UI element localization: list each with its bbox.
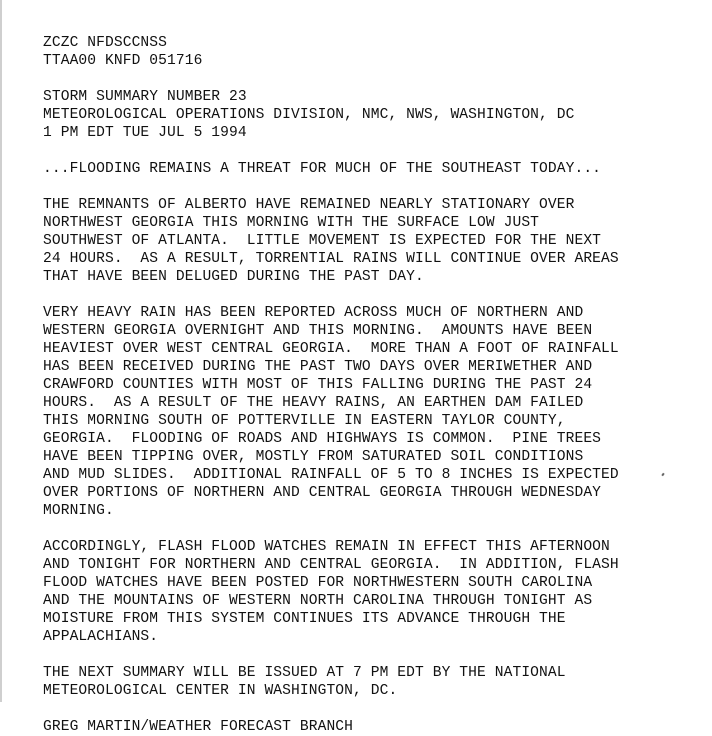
paragraph-line: SOUTHWEST OF ATLANTA. LITTLE MOVEMENT IS EXPECTED FOR THE NEXT bbox=[43, 233, 602, 249]
paragraph-line: AND MUD SLIDES. ADDITIONAL RAINFALL OF 5 TO 8 INCHES IS EXPECTED bbox=[43, 467, 619, 483]
paragraph-line: ACCORDINGLY, FLASH FLOOD WATCHES REMAIN IN EFFECT THIS AFTERNOON bbox=[43, 539, 610, 555]
paragraph-line: HAVE BEEN TIPPING OVER, MOSTLY FROM SATURATED SOIL CONDITIONS bbox=[43, 449, 584, 465]
paragraph-line: THE REMNANTS OF ALBERTO HAVE REMAINED NEARLY STATIONARY OVER bbox=[43, 197, 575, 213]
paragraph-2 bbox=[43, 304, 703, 520]
blank-line bbox=[43, 520, 703, 538]
paragraph-line: CRAWFORD COUNTIES WITH MOST OF THIS FALLING DURING THE PAST 24 bbox=[43, 377, 593, 393]
paragraph-line: THAT HAVE BEEN DELUGED DURING THE PAST DAY. bbox=[43, 269, 424, 285]
paragraph-line: OVER PORTIONS OF NORTHERN AND CENTRAL GEORGIA THROUGH WEDNESDAY bbox=[43, 485, 602, 501]
title-line: METEOROLOGICAL OPERATIONS DIVISION, NMC, NWS, WASHINGTON, DC bbox=[43, 107, 575, 123]
paragraph-line: FLOOD WATCHES HAVE BEEN POSTED FOR NORTHWESTERN SOUTH CAROLINA bbox=[43, 575, 593, 591]
header-line: ZCZC NFDSCCNSS bbox=[43, 35, 168, 51]
blank-line bbox=[43, 286, 703, 304]
paragraph-line: THIS MORNING SOUTH OF POTTERVILLE IN EASTERN TAYLOR COUNTY, bbox=[43, 413, 566, 429]
paragraph-line: AND THE MOUNTAINS OF WESTERN NORTH CAROLINA THROUGH TONIGHT AS bbox=[43, 593, 593, 609]
title-block bbox=[43, 88, 703, 142]
header-block bbox=[43, 34, 703, 70]
paragraph-line: GEORGIA. FLOODING OF ROADS AND HIGHWAYS IS COMMON. PINE TREES bbox=[43, 431, 602, 447]
paragraph-1 bbox=[43, 196, 703, 286]
paragraph-4 bbox=[43, 664, 703, 700]
blank-line bbox=[43, 646, 703, 664]
paragraph-line: AND TONIGHT FOR NORTHERN AND CENTRAL GEORGIA. IN ADDITION, FLASH bbox=[43, 557, 619, 573]
title-line: STORM SUMMARY NUMBER 23 bbox=[43, 89, 247, 105]
header-line: TTAA00 KNFD 051716 bbox=[43, 53, 203, 69]
headline: ...FLOODING REMAINS A THREAT FOR MUCH OF THE SOUTHEAST TODAY... bbox=[43, 161, 602, 177]
paragraph-line: MOISTURE FROM THIS SYSTEM CONTINUES ITS ADVANCE THROUGH THE bbox=[43, 611, 566, 627]
blank-line bbox=[43, 70, 703, 88]
paragraph-line: HOURS. AS A RESULT OF THE HEAVY RAINS, AN EARTHEN DAM FAILED bbox=[43, 395, 584, 411]
paragraph-line: HEAVIEST OVER WEST CENTRAL GEORGIA. MORE THAN A FOOT OF RAINFALL bbox=[43, 341, 619, 357]
paragraph-line: VERY HEAVY RAIN HAS BEEN REPORTED ACROSS MUCH OF NORTHERN AND bbox=[43, 305, 584, 321]
paragraph-line: THE NEXT SUMMARY WILL BE ISSUED AT 7 PM EDT BY THE NATIONAL bbox=[43, 665, 566, 681]
paragraph-line: MORNING. bbox=[43, 503, 114, 519]
paragraph-line: NORTHWEST GEORGIA THIS MORNING WITH THE SURFACE LOW JUST bbox=[43, 215, 540, 231]
paragraph-line: METEOROLOGICAL CENTER IN WASHINGTON, DC. bbox=[43, 683, 398, 699]
signature: GREG MARTIN/WEATHER FORECAST BRANCH bbox=[43, 719, 354, 735]
signature-block bbox=[43, 718, 703, 736]
blank-line bbox=[43, 700, 703, 718]
paragraph-line: APPALACHIANS. bbox=[43, 629, 159, 645]
blank-line bbox=[43, 142, 703, 160]
headline-block bbox=[43, 160, 703, 178]
page-edge-rule bbox=[0, 0, 2, 702]
paragraph-line: HAS BEEN RECEIVED DURING THE PAST TWO DAYS OVER MERIWETHER AND bbox=[43, 359, 593, 375]
storm-summary-document bbox=[43, 34, 703, 736]
paragraph-3 bbox=[43, 538, 703, 646]
blank-line bbox=[43, 178, 703, 196]
paragraph-line: 24 HOURS. AS A RESULT, TORRENTIAL RAINS WILL CONTINUE OVER AREAS bbox=[43, 251, 619, 267]
title-line: 1 PM EDT TUE JUL 5 1994 bbox=[43, 125, 247, 141]
paragraph-line: WESTERN GEORGIA OVERNIGHT AND THIS MORNING. AMOUNTS HAVE BEEN bbox=[43, 323, 593, 339]
